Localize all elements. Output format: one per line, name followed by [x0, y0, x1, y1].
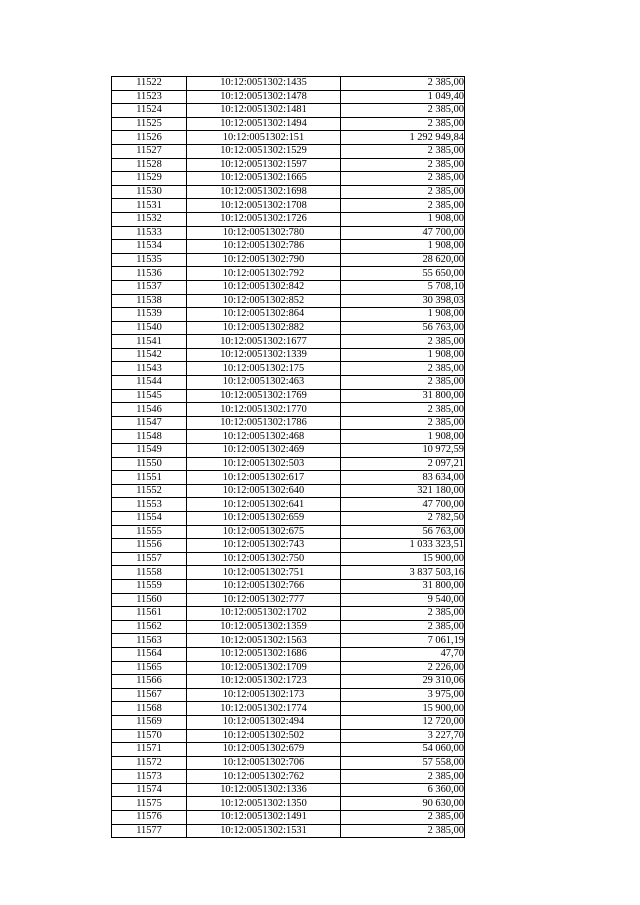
- value-cell: 47,70: [341, 647, 465, 661]
- value-cell: 56 763,00: [341, 321, 465, 335]
- row-number-cell: 11552: [112, 484, 187, 498]
- table-row: [112, 512, 465, 526]
- value-cell: 54 060,00: [341, 743, 465, 757]
- row-number-cell: 11553: [112, 498, 187, 512]
- table-row: [112, 416, 465, 430]
- cadastral-number-cell: 10:12:0051302:1597: [187, 158, 341, 172]
- table-row: [112, 294, 465, 308]
- table-row: [112, 199, 465, 213]
- table-row: [112, 634, 465, 648]
- row-number-cell: 11529: [112, 172, 187, 186]
- table-row: [112, 376, 465, 390]
- table-row: [112, 144, 465, 158]
- row-number-cell: 11535: [112, 253, 187, 267]
- cadastral-number-cell: 10:12:0051302:675: [187, 525, 341, 539]
- row-number-cell: 11575: [112, 797, 187, 811]
- value-cell: 2 782,50: [341, 512, 465, 526]
- value-cell: 56 763,00: [341, 525, 465, 539]
- row-number-cell: 11549: [112, 444, 187, 458]
- value-cell: 30 398,03: [341, 294, 465, 308]
- table-row: [112, 756, 465, 770]
- table-row: [112, 783, 465, 797]
- value-cell: 6 360,00: [341, 783, 465, 797]
- row-number-cell: 11525: [112, 117, 187, 131]
- cadastral-number-cell: 10:12:0051302:463: [187, 376, 341, 390]
- value-cell: 15 900,00: [341, 552, 465, 566]
- table-row: [112, 104, 465, 118]
- row-number-cell: 11567: [112, 688, 187, 702]
- value-cell: 2 385,00: [341, 362, 465, 376]
- table-row: [112, 770, 465, 784]
- cadastral-number-cell: 10:12:0051302:780: [187, 226, 341, 240]
- value-cell: 47 700,00: [341, 226, 465, 240]
- value-cell: 1 033 323,51: [341, 539, 465, 553]
- value-cell: 2 385,00: [341, 620, 465, 634]
- table-row: [112, 389, 465, 403]
- value-cell: 28 620,00: [341, 253, 465, 267]
- row-number-cell: 11562: [112, 620, 187, 634]
- value-cell: 57 558,00: [341, 756, 465, 770]
- row-number-cell: 11572: [112, 756, 187, 770]
- table-row: [112, 444, 465, 458]
- cadastral-number-cell: 10:12:0051302:1686: [187, 647, 341, 661]
- value-cell: 1 049,40: [341, 90, 465, 104]
- table-row: [112, 240, 465, 254]
- value-cell: 2 385,00: [341, 607, 465, 621]
- table-row: [112, 539, 465, 553]
- table-row: [112, 253, 465, 267]
- row-number-cell: 11558: [112, 566, 187, 580]
- cadastral-number-cell: 10:12:0051302:777: [187, 593, 341, 607]
- row-number-cell: 11528: [112, 158, 187, 172]
- row-number-cell: 11556: [112, 539, 187, 553]
- table-row: [112, 797, 465, 811]
- table-row: [112, 403, 465, 417]
- cadastral-number-cell: 10:12:0051302:617: [187, 471, 341, 485]
- row-number-cell: 11559: [112, 579, 187, 593]
- table-row: [112, 675, 465, 689]
- table-row: [112, 172, 465, 186]
- table-row: [112, 484, 465, 498]
- cadastral-number-cell: 10:12:0051302:1698: [187, 185, 341, 199]
- value-cell: 31 800,00: [341, 579, 465, 593]
- value-cell: 3 837 503,16: [341, 566, 465, 580]
- row-number-cell: 11566: [112, 675, 187, 689]
- cadastral-number-cell: 10:12:0051302:1478: [187, 90, 341, 104]
- value-cell: 7 061,19: [341, 634, 465, 648]
- cadastral-number-cell: 10:12:0051302:151: [187, 131, 341, 145]
- row-number-cell: 11538: [112, 294, 187, 308]
- cadastral-number-cell: 10:12:0051302:1563: [187, 634, 341, 648]
- value-cell: 2 385,00: [341, 199, 465, 213]
- row-number-cell: 11576: [112, 811, 187, 825]
- table-row: [112, 77, 465, 91]
- row-number-cell: 11561: [112, 607, 187, 621]
- cadastral-number-cell: 10:12:0051302:1494: [187, 117, 341, 131]
- row-number-cell: 11536: [112, 267, 187, 281]
- cadastral-number-cell: 10:12:0051302:706: [187, 756, 341, 770]
- table-row: [112, 702, 465, 716]
- row-number-cell: 11563: [112, 634, 187, 648]
- cadastral-number-cell: 10:12:0051302:1708: [187, 199, 341, 213]
- cadastral-number-cell: 10:12:0051302:1665: [187, 172, 341, 186]
- cadastral-number-cell: 10:12:0051302:1359: [187, 620, 341, 634]
- cadastral-number-cell: 10:12:0051302:786: [187, 240, 341, 254]
- value-cell: 1 908,00: [341, 212, 465, 226]
- cadastral-number-cell: 10:12:0051302:679: [187, 743, 341, 757]
- row-number-cell: 11544: [112, 376, 187, 390]
- row-number-cell: 11541: [112, 335, 187, 349]
- table-row: [112, 579, 465, 593]
- row-number-cell: 11568: [112, 702, 187, 716]
- value-cell: 1 908,00: [341, 430, 465, 444]
- cadastral-number-cell: 10:12:0051302:1726: [187, 212, 341, 226]
- cadastral-number-cell: 10:12:0051302:1339: [187, 348, 341, 362]
- cadastral-number-cell: 10:12:0051302:1677: [187, 335, 341, 349]
- row-number-cell: 11555: [112, 525, 187, 539]
- table-row: [112, 593, 465, 607]
- table-row: [112, 280, 465, 294]
- row-number-cell: 11537: [112, 280, 187, 294]
- cadastral-number-cell: 10:12:0051302:175: [187, 362, 341, 376]
- value-cell: 2 385,00: [341, 185, 465, 199]
- cadastral-number-cell: 10:12:0051302:173: [187, 688, 341, 702]
- row-number-cell: 11527: [112, 144, 187, 158]
- value-cell: 1 908,00: [341, 240, 465, 254]
- cadastral-number-cell: 10:12:0051302:1435: [187, 77, 341, 91]
- value-cell: 2 385,00: [341, 144, 465, 158]
- table-row: [112, 729, 465, 743]
- value-cell: 2 385,00: [341, 77, 465, 91]
- cadastral-number-cell: 10:12:0051302:864: [187, 308, 341, 322]
- row-number-cell: 11539: [112, 308, 187, 322]
- row-number-cell: 11550: [112, 457, 187, 471]
- cadastral-number-cell: 10:12:0051302:1529: [187, 144, 341, 158]
- cadastral-number-cell: 10:12:0051302:502: [187, 729, 341, 743]
- cadastral-number-cell: 10:12:0051302:751: [187, 566, 341, 580]
- row-number-cell: 11554: [112, 512, 187, 526]
- cadastral-number-cell: 10:12:0051302:659: [187, 512, 341, 526]
- row-number-cell: 11573: [112, 770, 187, 784]
- value-cell: 2 385,00: [341, 403, 465, 417]
- table-row: [112, 498, 465, 512]
- data-table: [111, 76, 465, 838]
- cadastral-number-cell: 10:12:0051302:641: [187, 498, 341, 512]
- table-row: [112, 661, 465, 675]
- value-cell: 47 700,00: [341, 498, 465, 512]
- table-row: [112, 471, 465, 485]
- table-row: [112, 607, 465, 621]
- value-cell: 55 650,00: [341, 267, 465, 281]
- row-number-cell: 11546: [112, 403, 187, 417]
- value-cell: 2 385,00: [341, 376, 465, 390]
- cadastral-number-cell: 10:12:0051302:469: [187, 444, 341, 458]
- row-number-cell: 11522: [112, 77, 187, 91]
- cadastral-number-cell: 10:12:0051302:494: [187, 715, 341, 729]
- row-number-cell: 11533: [112, 226, 187, 240]
- row-number-cell: 11524: [112, 104, 187, 118]
- table-row: [112, 348, 465, 362]
- value-cell: 2 385,00: [341, 104, 465, 118]
- row-number-cell: 11545: [112, 389, 187, 403]
- table-row: [112, 117, 465, 131]
- cadastral-number-cell: 10:12:0051302:503: [187, 457, 341, 471]
- value-cell: 29 310,06: [341, 675, 465, 689]
- value-cell: 321 180,00: [341, 484, 465, 498]
- table-row: [112, 212, 465, 226]
- table-row: [112, 811, 465, 825]
- cadastral-number-cell: 10:12:0051302:792: [187, 267, 341, 281]
- table-row: [112, 620, 465, 634]
- row-number-cell: 11560: [112, 593, 187, 607]
- table-row: [112, 308, 465, 322]
- table-body: [112, 77, 465, 838]
- table-row: [112, 715, 465, 729]
- row-number-cell: 11530: [112, 185, 187, 199]
- row-number-cell: 11523: [112, 90, 187, 104]
- row-number-cell: 11543: [112, 362, 187, 376]
- cadastral-number-cell: 10:12:0051302:1770: [187, 403, 341, 417]
- value-cell: 2 385,00: [341, 416, 465, 430]
- cadastral-number-cell: 10:12:0051302:640: [187, 484, 341, 498]
- table-row: [112, 688, 465, 702]
- table-row: [112, 647, 465, 661]
- table-row: [112, 457, 465, 471]
- table-row: [112, 158, 465, 172]
- value-cell: 2 385,00: [341, 335, 465, 349]
- cadastral-number-cell: 10:12:0051302:1774: [187, 702, 341, 716]
- row-number-cell: 11569: [112, 715, 187, 729]
- table-row: [112, 185, 465, 199]
- value-cell: 3 975,00: [341, 688, 465, 702]
- table-row: [112, 430, 465, 444]
- row-number-cell: 11577: [112, 824, 187, 838]
- cadastral-number-cell: 10:12:0051302:790: [187, 253, 341, 267]
- table-row: [112, 362, 465, 376]
- value-cell: 2 385,00: [341, 770, 465, 784]
- value-cell: 1 292 949,84: [341, 131, 465, 145]
- value-cell: 2 385,00: [341, 117, 465, 131]
- value-cell: 83 634,00: [341, 471, 465, 485]
- table-row: [112, 566, 465, 580]
- cadastral-number-cell: 10:12:0051302:1491: [187, 811, 341, 825]
- value-cell: 90 630,00: [341, 797, 465, 811]
- value-cell: 2 385,00: [341, 824, 465, 838]
- table-row: [112, 131, 465, 145]
- cadastral-number-cell: 10:12:0051302:842: [187, 280, 341, 294]
- cadastral-number-cell: 10:12:0051302:1723: [187, 675, 341, 689]
- value-cell: 31 800,00: [341, 389, 465, 403]
- row-number-cell: 11547: [112, 416, 187, 430]
- table-row: [112, 335, 465, 349]
- table-row: [112, 525, 465, 539]
- row-number-cell: 11551: [112, 471, 187, 485]
- row-number-cell: 11532: [112, 212, 187, 226]
- cadastral-number-cell: 10:12:0051302:762: [187, 770, 341, 784]
- table-row: [112, 321, 465, 335]
- cadastral-number-cell: 10:12:0051302:1702: [187, 607, 341, 621]
- value-cell: 10 972,59: [341, 444, 465, 458]
- value-cell: 1 908,00: [341, 348, 465, 362]
- row-number-cell: 11548: [112, 430, 187, 444]
- row-number-cell: 11565: [112, 661, 187, 675]
- row-number-cell: 11531: [112, 199, 187, 213]
- row-number-cell: 11540: [112, 321, 187, 335]
- cadastral-number-cell: 10:12:0051302:750: [187, 552, 341, 566]
- value-cell: 3 227,70: [341, 729, 465, 743]
- value-cell: 12 720,00: [341, 715, 465, 729]
- cadastral-number-cell: 10:12:0051302:1336: [187, 783, 341, 797]
- cadastral-number-cell: 10:12:0051302:1531: [187, 824, 341, 838]
- row-number-cell: 11571: [112, 743, 187, 757]
- cadastral-number-cell: 10:12:0051302:766: [187, 579, 341, 593]
- cadastral-number-cell: 10:12:0051302:1769: [187, 389, 341, 403]
- value-cell: 5 708,10: [341, 280, 465, 294]
- cadastral-number-cell: 10:12:0051302:1481: [187, 104, 341, 118]
- value-cell: 2 226,00: [341, 661, 465, 675]
- table-row: [112, 267, 465, 281]
- table-row: [112, 226, 465, 240]
- row-number-cell: 11526: [112, 131, 187, 145]
- table-row: [112, 824, 465, 838]
- row-number-cell: 11557: [112, 552, 187, 566]
- value-cell: 2 385,00: [341, 158, 465, 172]
- row-number-cell: 11570: [112, 729, 187, 743]
- row-number-cell: 11574: [112, 783, 187, 797]
- cadastral-number-cell: 10:12:0051302:1709: [187, 661, 341, 675]
- row-number-cell: 11542: [112, 348, 187, 362]
- cadastral-number-cell: 10:12:0051302:852: [187, 294, 341, 308]
- cadastral-number-cell: 10:12:0051302:882: [187, 321, 341, 335]
- row-number-cell: 11534: [112, 240, 187, 254]
- cadastral-number-cell: 10:12:0051302:468: [187, 430, 341, 444]
- cadastral-number-cell: 10:12:0051302:1350: [187, 797, 341, 811]
- row-number-cell: 11564: [112, 647, 187, 661]
- value-cell: 2 385,00: [341, 811, 465, 825]
- value-cell: 15 900,00: [341, 702, 465, 716]
- table-row: [112, 552, 465, 566]
- table-row: [112, 743, 465, 757]
- value-cell: 2 385,00: [341, 172, 465, 186]
- value-cell: 2 097,21: [341, 457, 465, 471]
- value-cell: 9 540,00: [341, 593, 465, 607]
- value-cell: 1 908,00: [341, 308, 465, 322]
- table-row: [112, 90, 465, 104]
- cadastral-number-cell: 10:12:0051302:743: [187, 539, 341, 553]
- cadastral-number-cell: 10:12:0051302:1786: [187, 416, 341, 430]
